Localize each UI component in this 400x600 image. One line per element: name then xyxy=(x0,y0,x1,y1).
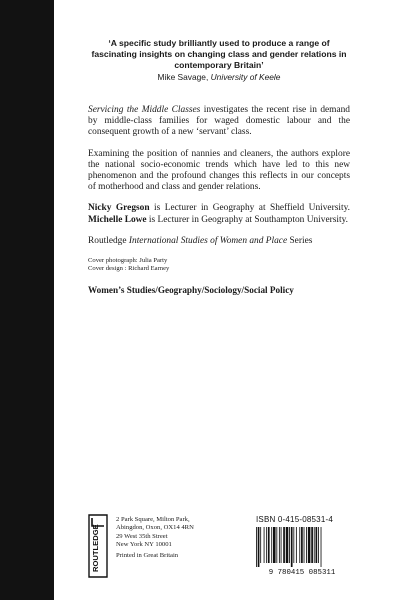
review-quote: ‘A specific study brilliantly used to produce a range of fascinating insights on changing class and gender relations in contemporary Britain’ xyxy=(91,38,347,70)
barcode-bar xyxy=(271,527,272,563)
address-line-2: Abingdon, Oxon, OX14 4RN xyxy=(116,524,194,532)
barcode-bar xyxy=(311,527,313,563)
barcode-bar xyxy=(304,527,305,563)
series-line xyxy=(88,236,350,247)
description-paragraph-2: Examining the position of nannies and cleaners, the authors explore the national socio-economic trends which have led to this new phenomenon and the profound changes this reflects in our concepts of motherhood and class and gender relations. xyxy=(88,148,350,193)
address-line-1: 2 Park Square, Milton Park, xyxy=(116,516,190,523)
address-line-3: 29 West 35th Street xyxy=(116,532,168,540)
cover-credits xyxy=(88,257,350,273)
address-line-4: New York NY 10001 xyxy=(116,541,172,549)
logo-text: ROUTLEDGE xyxy=(91,524,100,572)
author-1-name: Nicky Gregson xyxy=(88,203,150,214)
publisher-block xyxy=(88,514,208,580)
barcode-bar xyxy=(276,527,277,563)
routledge-logo xyxy=(88,514,108,578)
series-prefix: Routledge xyxy=(88,235,129,246)
barcode-bar xyxy=(308,527,311,563)
barcode-bar xyxy=(283,527,285,563)
barcode-bar xyxy=(321,527,322,567)
author-1-desc: is Lecturer in Geography at Sheffield University. xyxy=(149,203,350,214)
barcode-bar xyxy=(299,527,300,563)
authors-paragraph xyxy=(88,203,350,225)
barcode-bar xyxy=(301,527,303,563)
barcode-bar xyxy=(306,527,307,563)
publisher-address xyxy=(116,516,216,560)
barcode-bar xyxy=(273,527,276,563)
isbn-block xyxy=(254,515,350,577)
cover-text-column xyxy=(88,38,350,295)
barcode-bar xyxy=(260,527,261,563)
quote-affiliation: University of Keele xyxy=(210,72,281,82)
quote-author: Mike Savage, xyxy=(157,72,209,82)
barcode-bar xyxy=(293,527,294,563)
subject-categories: Women’s Studies/Geography/Sociology/Social Policy xyxy=(88,285,294,296)
series-name: International Studies of Women and Place xyxy=(128,235,288,246)
barcode-bar xyxy=(256,527,257,567)
barcode-bar xyxy=(296,527,297,563)
barcode-bar xyxy=(281,527,282,563)
barcode-bar xyxy=(314,527,315,563)
isbn-number: ISBN 0-415-08531-4 xyxy=(256,515,333,524)
cover-spine-bar xyxy=(0,0,54,600)
barcode-bar xyxy=(291,527,293,567)
printed-in: Printed in Great Britain xyxy=(116,551,179,559)
barcode-bar xyxy=(268,527,270,563)
barcode-bar xyxy=(258,527,260,567)
author-2-desc: is Lecturer in Geography at Southampton University. xyxy=(146,214,349,225)
series-suffix: Series xyxy=(287,235,313,246)
barcode-bar xyxy=(264,527,265,563)
barcode xyxy=(254,527,350,567)
photo-credit: Cover photograph: Julia Party xyxy=(88,257,168,265)
barcode-bar xyxy=(266,527,267,563)
barcode-bar xyxy=(279,527,280,563)
barcode-bar xyxy=(316,527,318,563)
barcode-bar xyxy=(286,527,289,563)
description-paragraph-1 xyxy=(88,105,350,139)
barcode-bar xyxy=(318,527,319,563)
quote-attribution xyxy=(88,72,350,83)
barcode-digits: 9 780415 085311 xyxy=(268,569,336,577)
book-title: Servicing the Middle Classes xyxy=(88,105,201,115)
barcode-bar xyxy=(289,527,290,563)
design-credit: Cover design : Richard Earney xyxy=(88,265,170,273)
author-2-name: Michelle Lowe xyxy=(88,214,147,225)
description-1-text: investigates the recent rise in demand by middle-class families for waged domestic labour and the consequent growth of a new ‘servant’ class. xyxy=(88,105,350,138)
